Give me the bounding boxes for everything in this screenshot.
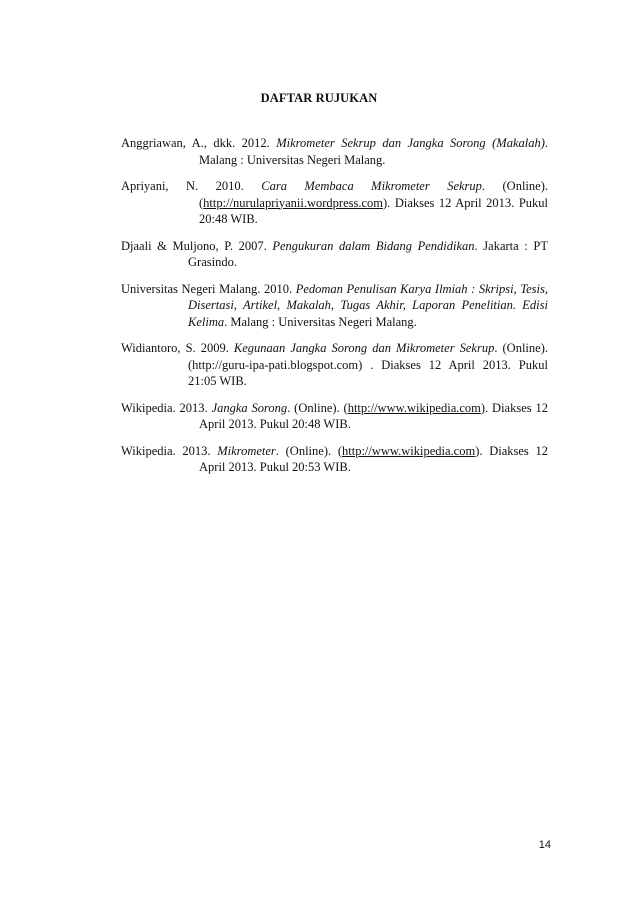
reference-link[interactable]: http://www.wikipedia.com bbox=[342, 443, 476, 458]
reference-author-year: Universitas Negeri Malang. 2010. bbox=[121, 281, 296, 296]
reference-title: Mikrometer Sekrup dan Jangka Sorong (Makalah) bbox=[276, 136, 545, 150]
reference-details: . Malang : Universitas Negeri Malang. bbox=[199, 136, 548, 167]
reference-title: Mikrometer bbox=[217, 443, 276, 458]
reference-wikipedia-jangka-sorong bbox=[121, 400, 548, 433]
reference-apriyani bbox=[121, 178, 548, 228]
page-number: 14 bbox=[538, 839, 551, 851]
reference-author-year: Djaali & Muljono, P. 2007. bbox=[121, 238, 273, 253]
reference-title: Jangka Sorong bbox=[211, 400, 288, 415]
reference-title: Cara Membaca Mikrometer Sekrup bbox=[261, 179, 482, 193]
reference-author-year: Apriyani, N. 2010. bbox=[121, 179, 262, 193]
reference-access-info: ). Diakses 12 April 2013. Pukul 20:53 WIB. bbox=[199, 443, 548, 474]
reference-details: . (Online). (http://guru-ipa-pati.blogspot.com) . Diakses 12 April 2013. Pukul 21:05 WIB. bbox=[188, 341, 548, 388]
reference-details: . Malang : Universitas Negeri Malang. bbox=[224, 314, 417, 329]
reference-access-info: ). Diakses 12 April 2013. Pukul 20:48 WIB. bbox=[199, 400, 548, 431]
reference-details: . (Online). ( bbox=[287, 400, 348, 415]
reference-wikipedia-mikrometer bbox=[121, 443, 548, 476]
reference-title: Pengukuran dalam Bidang Pendidikan bbox=[272, 238, 475, 253]
reference-widiantoro bbox=[121, 340, 548, 390]
reference-details: . (Online). ( bbox=[199, 179, 548, 210]
page-title: DAFTAR RUJUKAN bbox=[260, 91, 378, 105]
reference-link[interactable]: http://www.wikipedia.com bbox=[347, 400, 481, 415]
reference-anggriawan bbox=[121, 135, 548, 168]
reference-author-year: Wikipedia. 2013. bbox=[121, 400, 212, 415]
reference-details: . Jakarta : PT Grasindo. bbox=[188, 238, 548, 269]
reference-author-year: Anggriawan, A., dkk. 2012. bbox=[121, 136, 277, 150]
reference-title: Kegunaan Jangka Sorong dan Mikrometer Sekrup bbox=[233, 341, 495, 355]
reference-author-year: Widiantoro, S. 2009. bbox=[121, 341, 234, 355]
reference-list bbox=[121, 135, 548, 486]
reference-link[interactable]: http://nurulapriyanii.wordpress.com bbox=[203, 195, 383, 210]
reference-author-year: Wikipedia. 2013. bbox=[121, 443, 218, 458]
reference-djaali bbox=[121, 238, 548, 271]
reference-access-info: ). Diakses 12 April 2013. Pukul 20:48 WIB. bbox=[199, 195, 548, 226]
reference-details: . (Online). ( bbox=[275, 443, 342, 458]
reference-title: Pedoman Penulisan Karya Ilmiah : Skripsi, Tesis, Disertasi, Artikel, Makalah, Tugas Akhir, Laporan Penelitian. Edisi Kelima bbox=[188, 281, 548, 329]
reference-universitas bbox=[121, 281, 548, 331]
